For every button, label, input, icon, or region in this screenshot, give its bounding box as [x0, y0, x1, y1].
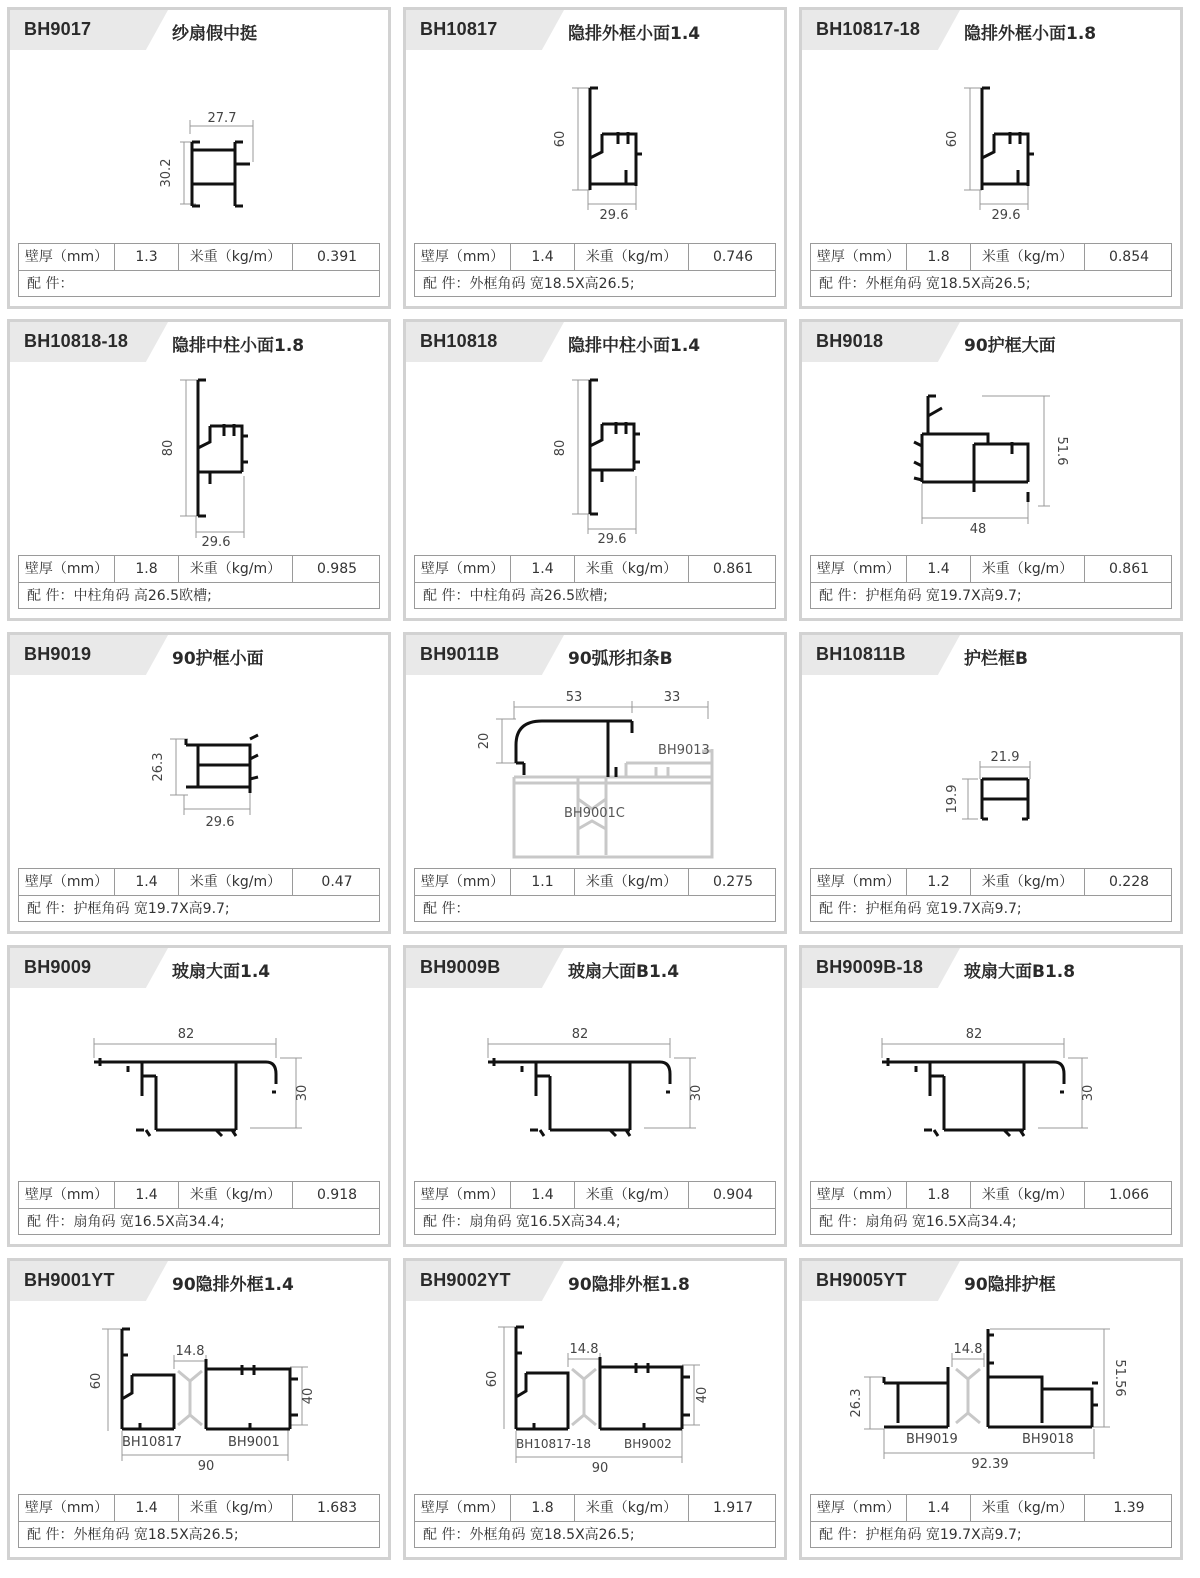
profile-drawing	[802, 366, 1180, 552]
meter-weight-value: 1.917	[712, 1500, 754, 1516]
meter-weight-value: 1.39	[1113, 1500, 1145, 1516]
accessories-label: 配 件：	[819, 276, 866, 292]
product-card-bh10818-18	[7, 319, 391, 621]
dim-total: 92.39	[971, 1457, 1009, 1472]
accessories-row	[27, 584, 212, 609]
card-header	[10, 10, 388, 50]
product-card-bh10817	[403, 7, 787, 309]
wall-thickness-value: 1.4	[115, 869, 179, 895]
accessories-value: 中柱角码 高26.5欧槽;	[469, 588, 608, 604]
wall-thickness-value: 1.8	[511, 1495, 575, 1521]
ref-label-bh9001c: BH9001C	[564, 806, 625, 821]
spec-table	[414, 1181, 776, 1235]
accessories-label: 配 件：	[819, 1214, 866, 1230]
product-card-bh9009	[7, 945, 391, 1247]
meter-weight-label: 米重（kg/m）	[179, 556, 293, 582]
accessories-row	[819, 584, 1022, 609]
card-header	[406, 1261, 784, 1301]
spec-table	[810, 555, 1172, 609]
product-card-bh10817-18	[799, 7, 1183, 309]
dim-height: 26.3	[849, 1388, 864, 1418]
wall-thickness-label: 壁厚（mm）	[19, 556, 115, 582]
product-name: 隐排中柱小面1.8	[172, 336, 305, 356]
accessories-value: 外框角码 宽18.5X高26.5;	[469, 1527, 635, 1543]
wall-thickness-label: 壁厚（mm）	[415, 869, 511, 895]
meter-weight-value: 0.985	[316, 561, 358, 577]
dim-height: 60	[553, 130, 568, 148]
product-card-bh9009b-18	[799, 945, 1183, 1247]
accessories-label: 配 件：	[423, 276, 470, 292]
accessories-value: 护框角码 宽19.7X高9.7;	[73, 901, 230, 917]
wall-thickness-value: 1.4	[511, 556, 575, 582]
dim-width: 21.9	[990, 750, 1020, 765]
dim-height: 26.3	[151, 752, 166, 782]
profile-drawing	[406, 679, 784, 865]
spec-table	[18, 555, 380, 609]
product-card-bh9017	[7, 7, 391, 309]
product-name: 纱扇假中挺	[172, 24, 257, 44]
card-header	[10, 635, 388, 675]
product-card-bh9011b	[403, 632, 787, 934]
accessories-row	[423, 1210, 621, 1235]
product-code: BH10811B	[816, 644, 906, 664]
wall-thickness-value: 1.8	[907, 1182, 971, 1208]
meter-weight-label: 米重（kg/m）	[575, 869, 689, 895]
accessories-row	[27, 272, 73, 297]
dim-width: 29.6	[597, 532, 627, 547]
dim-height-2: 40	[301, 1387, 316, 1405]
product-code: BH9017	[24, 19, 92, 39]
dim-height-2: 40	[695, 1386, 710, 1404]
wall-thickness-value: 1.1	[511, 869, 575, 895]
spec-table	[414, 868, 776, 922]
ref-label-left: BH9019	[906, 1432, 958, 1447]
wall-thickness-value: 1.4	[907, 1495, 971, 1521]
product-code: BH9018	[816, 331, 884, 351]
spec-table	[810, 243, 1172, 297]
dim-width: 82	[177, 1027, 195, 1042]
profile-drawing	[10, 1305, 388, 1491]
accessories-value: 扇角码 宽16.5X高34.4;	[865, 1214, 1017, 1230]
product-code: BH9005YT	[816, 1270, 907, 1290]
product-code: BH10818	[420, 331, 498, 351]
dim-height: 60	[945, 130, 960, 148]
wall-thickness-value: 1.4	[115, 1495, 179, 1521]
accessories-value: 中柱角码 高26.5欧槽;	[73, 588, 212, 604]
accessories-label: 配 件：	[423, 1214, 470, 1230]
profile-drawing	[802, 992, 1180, 1178]
meter-weight-label: 米重（kg/m）	[575, 556, 689, 582]
product-name: 玻扇大面1.4	[172, 962, 271, 982]
product-name: 隐排中柱小面1.4	[568, 336, 701, 356]
accessories-label: 配 件：	[819, 588, 866, 604]
ref-label-right: BH9002	[624, 1437, 672, 1451]
ref-label-left: BH10817-18	[516, 1437, 592, 1451]
wall-thickness-value: 1.2	[907, 869, 971, 895]
spec-table	[18, 868, 380, 922]
meter-weight-label: 米重（kg/m）	[971, 244, 1085, 270]
spec-table	[18, 1181, 380, 1235]
card-header	[406, 322, 784, 362]
accessories-value: 扇角码 宽16.5X高34.4;	[73, 1214, 225, 1230]
wall-thickness-value: 1.4	[115, 1182, 179, 1208]
accessories-row	[27, 1210, 225, 1235]
product-name: 玻扇大面B1.4	[568, 962, 680, 982]
accessories-row	[423, 584, 608, 609]
profile-drawing	[10, 366, 388, 552]
accessories-label: 配 件：	[423, 588, 470, 604]
wall-thickness-value: 1.8	[907, 244, 971, 270]
spec-table	[414, 243, 776, 297]
meter-weight-value: 1.683	[316, 1500, 358, 1516]
ref-label-right: BH9018	[1022, 1432, 1074, 1447]
accessories-value: 扇角码 宽16.5X高34.4;	[469, 1214, 621, 1230]
dim-gap: 14.8	[175, 1344, 205, 1359]
accessories-value: 外框角码 宽18.5X高26.5;	[865, 276, 1031, 292]
product-name: 90隐排外框1.4	[172, 1275, 294, 1295]
accessories-row	[819, 897, 1022, 922]
meter-weight-label: 米重（kg/m）	[179, 1495, 293, 1521]
product-code: BH10817-18	[816, 19, 921, 39]
wall-thickness-label: 壁厚（mm）	[811, 244, 907, 270]
wall-thickness-label: 壁厚（mm）	[19, 1182, 115, 1208]
accessories-row	[423, 272, 635, 297]
meter-weight-value: 0.228	[1108, 874, 1150, 890]
meter-weight-label: 米重（kg/m）	[575, 244, 689, 270]
profile-drawing	[802, 54, 1180, 240]
product-code: BH9019	[24, 644, 92, 664]
accessories-label: 配 件：	[819, 901, 866, 917]
accessories-value: 护框角码 宽19.7X高9.7;	[865, 901, 1022, 917]
dim-height: 80	[553, 439, 568, 457]
spec-table	[414, 1494, 776, 1548]
ref-label-left: BH10817	[122, 1435, 183, 1450]
accessories-row	[27, 1523, 239, 1548]
dim-width: 48	[969, 522, 987, 537]
dim-height: 60	[89, 1372, 104, 1390]
spec-table	[18, 1494, 380, 1548]
card-header	[802, 948, 1180, 988]
wall-thickness-label: 壁厚（mm）	[415, 556, 511, 582]
product-name: 90弧形扣条B	[568, 649, 673, 669]
product-code: BH9011B	[420, 644, 500, 664]
meter-weight-value: 0.861	[1108, 561, 1150, 577]
accessories-label: 配 件：	[27, 901, 74, 917]
dim-width-2: 33	[663, 690, 681, 705]
meter-weight-value: 0.47	[321, 874, 353, 890]
accessories-row	[819, 272, 1031, 297]
product-name: 90护框大面	[964, 336, 1056, 356]
profile-drawing	[406, 992, 784, 1178]
dim-width: 29.6	[991, 208, 1021, 223]
dim-width: 29.6	[201, 535, 231, 550]
product-code: BH10818-18	[24, 331, 129, 351]
product-card-bh9002yt	[403, 1258, 787, 1560]
wall-thickness-label: 壁厚（mm）	[415, 1182, 511, 1208]
wall-thickness-label: 壁厚（mm）	[811, 869, 907, 895]
card-header	[802, 635, 1180, 675]
product-code: BH9001YT	[24, 1270, 115, 1290]
meter-weight-value: 0.854	[1108, 249, 1150, 265]
dim-gap: 14.8	[569, 1342, 599, 1357]
wall-thickness-label: 壁厚（mm）	[19, 1495, 115, 1521]
meter-weight-value: 0.861	[712, 561, 754, 577]
dim-height: 30	[689, 1084, 704, 1102]
product-card-bh9018	[799, 319, 1183, 621]
dim-width: 82	[571, 1027, 589, 1042]
dim-height: 30.2	[159, 158, 174, 188]
card-header	[802, 10, 1180, 50]
product-name: 护栏框B	[964, 649, 1028, 669]
ref-label-bh9013: BH9013	[658, 743, 710, 758]
card-header	[406, 10, 784, 50]
dim-width: 27.7	[207, 111, 237, 126]
accessories-row	[27, 897, 230, 922]
card-header	[802, 322, 1180, 362]
profile-drawing	[10, 679, 388, 865]
product-name: 90隐排外框1.8	[568, 1275, 690, 1295]
meter-weight-label: 米重（kg/m）	[179, 869, 293, 895]
product-name: 90隐排护框	[964, 1275, 1056, 1295]
dim-height: 30	[295, 1084, 310, 1102]
meter-weight-label: 米重（kg/m）	[575, 1182, 689, 1208]
product-card-bh9001yt	[7, 1258, 391, 1560]
profile-drawing	[802, 1305, 1180, 1491]
meter-weight-value: 0.746	[712, 249, 754, 265]
accessories-label: 配 件：	[423, 1527, 470, 1543]
meter-weight-label: 米重（kg/m）	[971, 869, 1085, 895]
meter-weight-label: 米重（kg/m）	[971, 1495, 1085, 1521]
wall-thickness-value: 1.4	[511, 244, 575, 270]
wall-thickness-value: 1.3	[115, 244, 179, 270]
wall-thickness-label: 壁厚（mm）	[415, 244, 511, 270]
product-name: 隐排外框小面1.8	[964, 24, 1097, 44]
dim-height: 30	[1081, 1084, 1096, 1102]
card-header	[10, 948, 388, 988]
dim-total: 90	[197, 1459, 215, 1474]
accessories-label: 配 件：	[27, 276, 74, 292]
card-header	[10, 1261, 388, 1301]
dim-height: 60	[485, 1370, 500, 1388]
dim-height: 80	[161, 439, 176, 457]
product-card-bh9005yt	[799, 1258, 1183, 1560]
profile-drawing	[802, 679, 1180, 865]
wall-thickness-label: 壁厚（mm）	[19, 244, 115, 270]
dim-total: 90	[591, 1461, 609, 1476]
wall-thickness-value: 1.4	[907, 556, 971, 582]
accessories-value: 护框角码 宽19.7X高9.7;	[865, 1527, 1022, 1543]
accessories-label: 配 件：	[27, 1214, 74, 1230]
meter-weight-value: 0.904	[712, 1187, 754, 1203]
product-code: BH9002YT	[420, 1270, 511, 1290]
profile-drawing	[406, 366, 784, 552]
spec-table	[810, 1494, 1172, 1548]
profile-drawing	[10, 54, 388, 240]
product-code: BH10817	[420, 19, 498, 39]
dim-height: 20	[477, 732, 492, 750]
accessories-label: 配 件：	[27, 588, 74, 604]
dim-width: 82	[965, 1027, 983, 1042]
product-code: BH9009B	[420, 957, 501, 977]
card-header	[802, 1261, 1180, 1301]
wall-thickness-value: 1.4	[511, 1182, 575, 1208]
card-header	[406, 948, 784, 988]
meter-weight-label: 米重（kg/m）	[575, 1495, 689, 1521]
accessories-row	[819, 1523, 1022, 1548]
product-name: 90护框小面	[172, 649, 264, 669]
spec-table	[414, 555, 776, 609]
accessories-label: 配 件：	[27, 1527, 74, 1543]
meter-weight-value: 0.275	[712, 874, 754, 890]
product-name: 隐排外框小面1.4	[568, 24, 701, 44]
dim-height-2: 51.56	[1112, 1359, 1127, 1397]
dim-width: 53	[565, 690, 583, 705]
wall-thickness-label: 壁厚（mm）	[19, 869, 115, 895]
accessories-label: 配 件：	[819, 1527, 866, 1543]
wall-thickness-label: 壁厚（mm）	[811, 1182, 907, 1208]
accessories-value: 外框角码 宽18.5X高26.5;	[469, 276, 635, 292]
accessories-row	[819, 1210, 1017, 1235]
dim-width: 29.6	[599, 208, 629, 223]
product-card-bh10811b	[799, 632, 1183, 934]
wall-thickness-label: 壁厚（mm）	[811, 556, 907, 582]
accessories-row	[423, 897, 469, 922]
product-card-bh9009b	[403, 945, 787, 1247]
product-code: BH9009	[24, 957, 92, 977]
dim-gap: 14.8	[953, 1342, 983, 1357]
wall-thickness-value: 1.8	[115, 556, 179, 582]
meter-weight-label: 米重（kg/m）	[179, 244, 293, 270]
spec-table	[18, 243, 380, 297]
profile-drawing	[10, 992, 388, 1178]
accessories-value: 外框角码 宽18.5X高26.5;	[73, 1527, 239, 1543]
product-card-bh10818	[403, 319, 787, 621]
product-name: 玻扇大面B1.8	[964, 962, 1076, 982]
accessories-label: 配 件：	[423, 901, 470, 917]
meter-weight-value: 1.066	[1108, 1187, 1150, 1203]
accessories-value: 护框角码 宽19.7X高9.7;	[865, 588, 1022, 604]
meter-weight-value: 0.918	[316, 1187, 358, 1203]
meter-weight-value: 0.391	[316, 249, 358, 265]
product-code: BH9009B-18	[816, 957, 924, 977]
dim-height: 19.9	[945, 784, 960, 814]
spec-table	[810, 1181, 1172, 1235]
meter-weight-label: 米重（kg/m）	[971, 1182, 1085, 1208]
card-header	[406, 635, 784, 675]
meter-weight-label: 米重（kg/m）	[179, 1182, 293, 1208]
accessories-row	[423, 1523, 635, 1548]
product-card-bh9019	[7, 632, 391, 934]
wall-thickness-label: 壁厚（mm）	[415, 1495, 511, 1521]
dim-width: 29.6	[205, 815, 235, 830]
card-header	[10, 322, 388, 362]
dim-height: 51.6	[1054, 436, 1069, 466]
spec-table	[810, 868, 1172, 922]
profile-drawing	[406, 54, 784, 240]
meter-weight-label: 米重（kg/m）	[971, 556, 1085, 582]
profile-drawing	[406, 1305, 784, 1491]
ref-label-right: BH9001	[228, 1435, 280, 1450]
wall-thickness-label: 壁厚（mm）	[811, 1495, 907, 1521]
